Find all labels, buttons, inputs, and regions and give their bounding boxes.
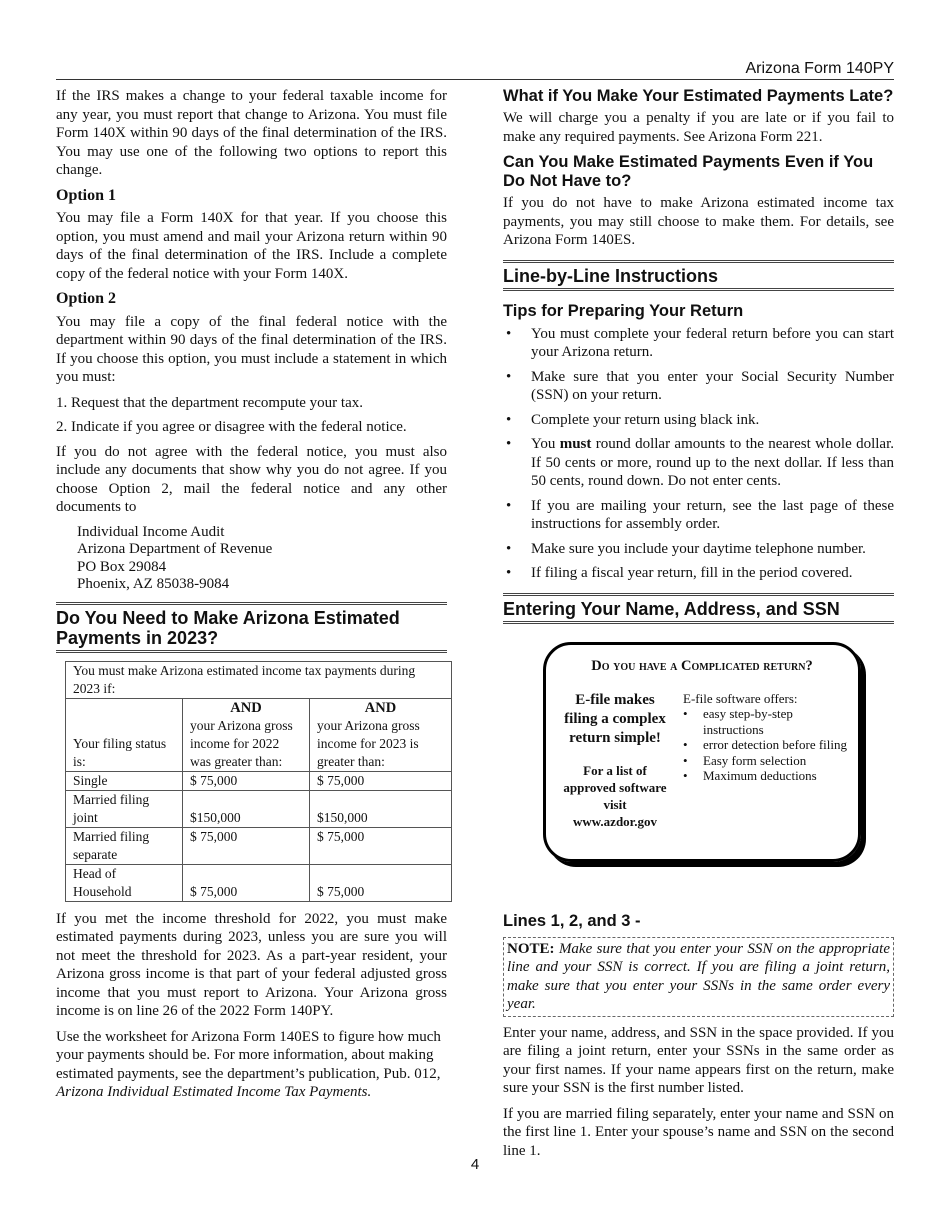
married-separate-paragraph: If you are married filing separately, enter your name and SSN on the first line 1. Enter your spouse’s name and SSN on the second line 1. — [503, 1105, 894, 1159]
left-column — [56, 87, 447, 1109]
list-item: • Make sure you include your daytime telephone number. — [503, 540, 894, 559]
address-line: Individual Income Audit — [77, 523, 225, 540]
page-number: 4 — [470, 1156, 480, 1173]
worksheet-text: Use the worksheet for Arizona Form 140ES to figure how much your payments should be. For more information, about making estimated payments, see the department’s publication, Pub. 012, — [56, 1028, 441, 1082]
estimated-payments-heading: Do You Need to Make Arizona Estimated Payments in 2023? — [56, 602, 447, 653]
form-header-title: Arizona Form 140PY — [745, 60, 894, 77]
callout-software-link-text: For a list of approved software visit www.azdor.gov — [563, 762, 667, 829]
line-by-line-heading: Line-by-Line Instructions — [503, 260, 894, 291]
income-2023-cell: $150,000 — [310, 790, 452, 827]
tips-heading: Tips for Preparing Your Return — [503, 301, 744, 320]
table-row — [66, 771, 452, 790]
income-2023-cell: $ 75,000 — [310, 864, 452, 901]
table-header-2023-text: your Arizona gross income for 2023 is greater than: — [317, 717, 420, 769]
table-header-2022-text: your Arizona gross income for 2022 was greater than: — [190, 717, 293, 769]
list-item: • If filing a fiscal year return, fill in the period covered. — [503, 564, 894, 583]
table-row — [66, 827, 452, 864]
enter-name-paragraph: Enter your name, address, and SSN in the space provided. If you are filing a joint return, enter your SSNs in the same order as your first names. If your name appears first on the return, make sure your SSN is the first number listed. — [503, 1024, 894, 1096]
tip-emphasis: must — [559, 436, 592, 452]
income-2022-cell: $150,000 — [183, 790, 310, 827]
list-item: • Easy form selection — [683, 753, 851, 769]
income-2022-cell: $ 75,000 — [183, 771, 310, 790]
tip-text: round dollar amounts to the nearest whole dollar. If 50 cents or more, round up to the next dollar. If less than 50 cents, round down. Do not enter cents. — [531, 436, 895, 489]
filing-status-cell: Married filing joint — [66, 790, 183, 827]
filing-status-cell: Single — [66, 771, 183, 790]
list-item: • error detection before filing — [683, 737, 851, 753]
worksheet-paragraph — [56, 1028, 447, 1102]
entering-name-heading: Entering Your Name, Address, and SSN — [503, 593, 894, 624]
table-header-2022 — [183, 698, 310, 771]
tips-list — [503, 325, 894, 583]
option-1-heading: Option 1 — [56, 186, 117, 204]
callout-left — [560, 691, 670, 830]
table-header-filing-status: Your filing status is: — [66, 698, 183, 771]
filing-status-cell: Married filing separate — [66, 827, 183, 864]
list-item: • If you are mailing your return, see the last page of these instructions for assembly order. — [503, 497, 894, 534]
option-2-text: You may file a copy of the final federal notice with the department within 90 days of the final determination of the IRS. If you choose this option, you must include a statement in which you must: — [56, 313, 447, 385]
callout-efile-message: E-file makes filing a complex return simple! — [564, 691, 666, 746]
voluntary-payments-heading: Can You Make Estimated Payments Even if You Do Not Have to? — [503, 153, 874, 190]
threshold-paragraph: If you met the income threshold for 2022, you must make estimated payments during 2023, unless you are sure you will not meet the threshold for 2023. As a part-year resident, your Arizona gross income is that part of your federal adjusted gross income that you must report to Arizona. Your Arizona gross income is on line 26 of the 2022 Form 140PY. — [56, 910, 447, 1019]
list-item: 1. Request that the department recompute your tax. — [56, 394, 363, 411]
callout-offers-intro: E-file software offers: — [683, 690, 798, 706]
income-2022-cell: $ 75,000 — [183, 827, 310, 864]
list-item — [503, 435, 894, 491]
callout-offers-list — [683, 706, 851, 786]
note-text: Make sure that you enter your SSN on the appropriate line and your SSN is correct. If you are filing a joint return, make sure that you enter your SSNs in the same order every year. — [507, 940, 890, 1012]
ssn-note — [503, 937, 894, 1017]
list-item: • You must complete your federal return before you can start your Arizona return. — [503, 325, 894, 362]
callout-right — [683, 691, 851, 787]
lines-1-2-3-heading: Lines 1, 2, and 3 - — [503, 911, 641, 930]
callout-title: Do you have a Complicated return? — [591, 657, 813, 674]
list-item: • Make sure that you enter your Social Security Number (SSN) on your return. — [503, 368, 894, 405]
list-item: • Complete your return using black ink. — [503, 411, 894, 430]
list-item: • easy step-by-step instructions — [683, 706, 851, 737]
income-2023-cell: $ 75,000 — [310, 827, 452, 864]
address-line: Arizona Department of Revenue — [77, 541, 273, 557]
option-1-text: You may file a Form 140X for that year. If you choose this option, you must amend and mail your Arizona return within 90 days of the final determination of the IRS. Include a complete copy of the federal notice with your Form 140X. — [56, 210, 447, 282]
filing-status-cell: Head of Household — [66, 864, 183, 901]
voluntary-payments-text: If you do not have to make Arizona estimated income tax payments, you may still choose to make them. For details, see Arizona Form 140ES. — [503, 195, 894, 248]
right-column — [503, 87, 894, 1167]
estimated-payments-table — [65, 661, 452, 902]
and-label: AND — [364, 699, 397, 716]
table-row — [66, 864, 452, 901]
late-payments-heading: What if You Make Your Estimated Payments Late? — [503, 87, 894, 105]
address-line: PO Box 29084 — [77, 558, 167, 575]
list-item: • Maximum deductions — [683, 768, 851, 784]
and-label: AND — [230, 699, 262, 716]
income-2022-cell: $ 75,000 — [183, 864, 310, 901]
statement-list — [56, 394, 447, 437]
irs-change-paragraph: If the IRS makes a change to your federal taxable income for any year, you must report that change to Arizona. You must file Form 140X within 90 days of the final determination of the IRS. You may use one of the following two options to report this change. — [56, 88, 447, 178]
publication-title: Arizona Individual Estimated Income Tax Payments. — [56, 1084, 372, 1100]
disagree-paragraph: If you do not agree with the federal notice, you must also include any documents that show why you do not agree. If you choose Option 2, mail the federal notice and any other documents to — [56, 443, 447, 515]
header-rule — [56, 79, 894, 80]
address-line: Phoenix, AZ 85038-9084 — [77, 576, 230, 592]
option-2-heading: Option 2 — [56, 290, 117, 307]
list-item: 2. Indicate if you agree or disagree with the federal notice. — [56, 419, 407, 435]
income-2023-cell: $ 75,000 — [310, 771, 452, 790]
table-header-2023 — [310, 698, 452, 771]
table-intro: You must make Arizona estimated income tax payments during 2023 if: — [66, 661, 452, 698]
efile-callout — [543, 642, 861, 862]
note-label: NOTE: — [507, 940, 555, 957]
tip-prefix: You — [531, 436, 556, 452]
mailing-address — [77, 524, 447, 594]
late-payments-text: We will charge you a penalty if you are late or if you fail to make any required payments. See Arizona Form 221. — [503, 110, 894, 145]
table-row — [66, 790, 452, 827]
